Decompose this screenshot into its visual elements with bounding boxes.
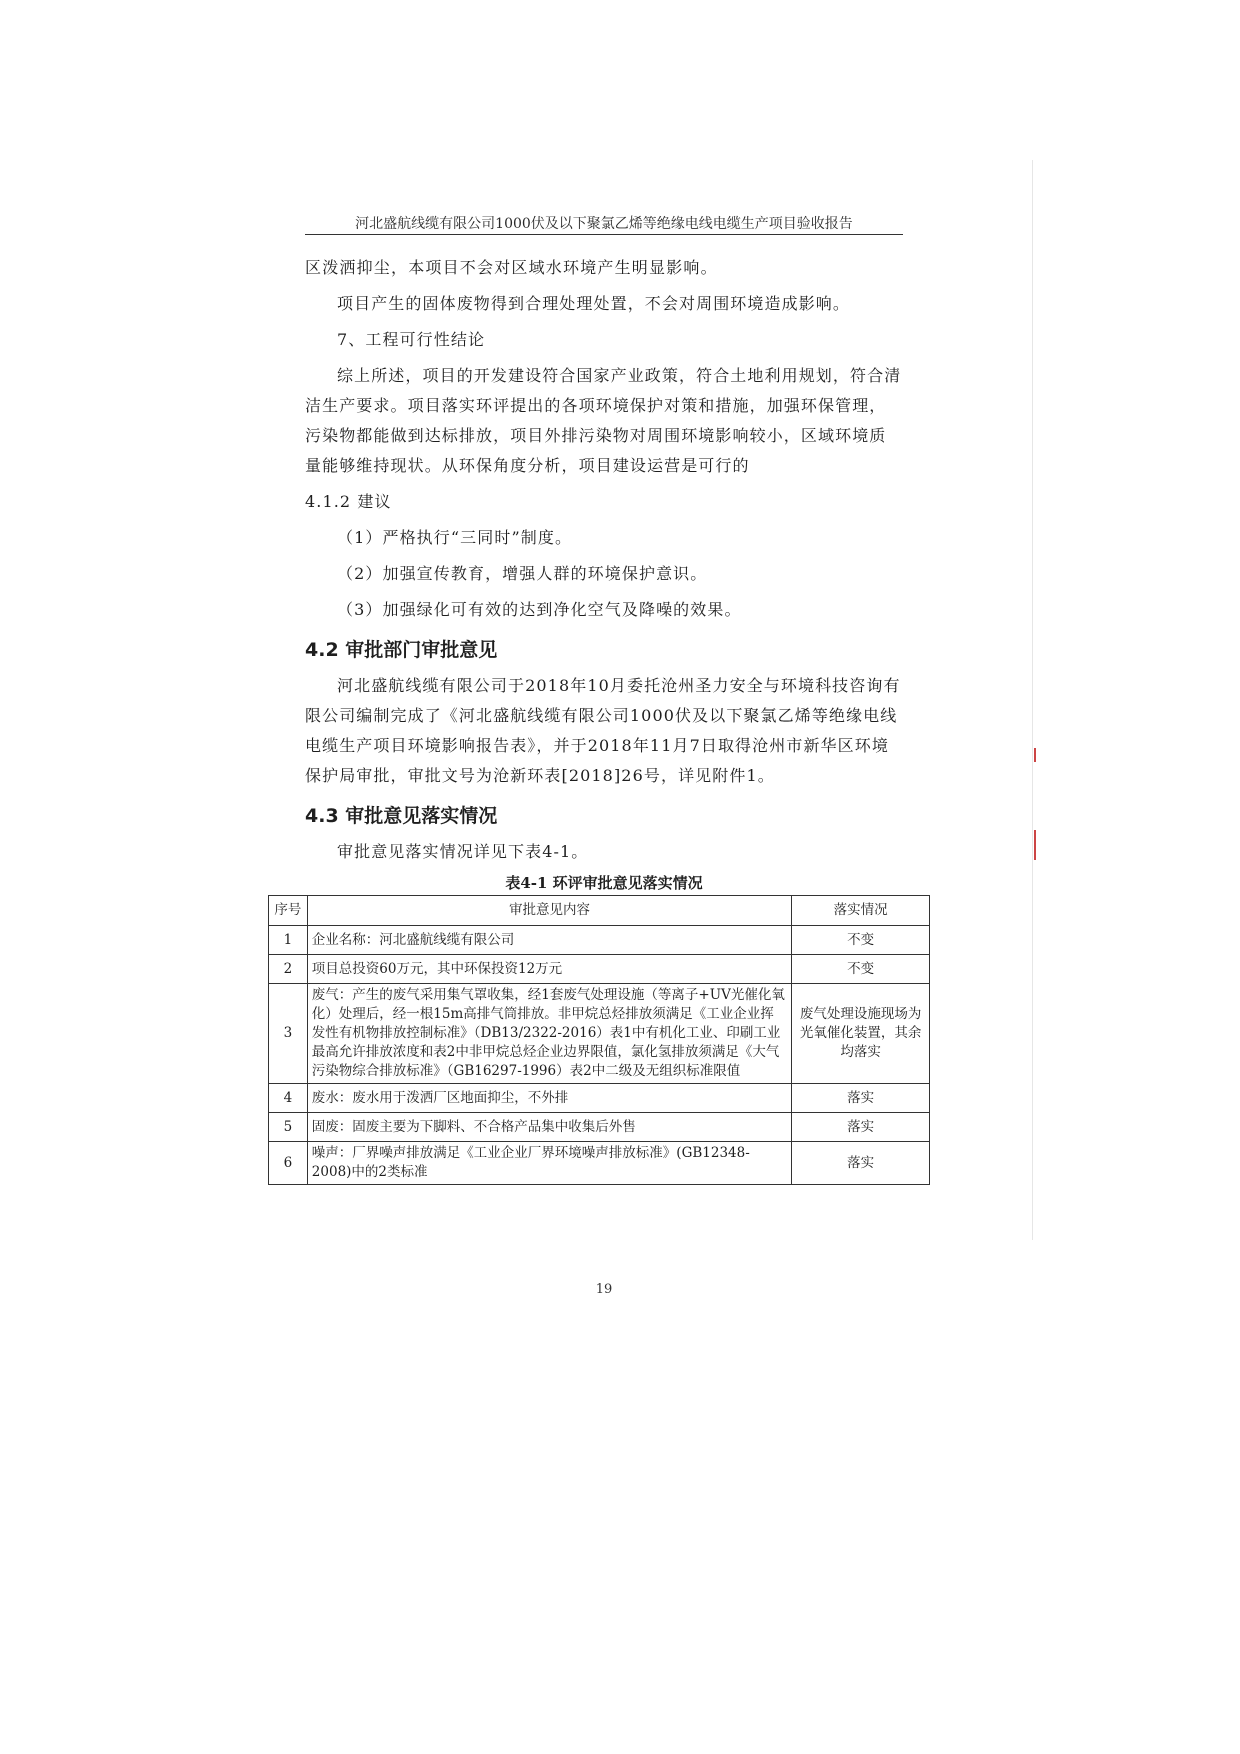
paragraph: 项目产生的固体废物得到合理处理处置，不会对周围环境造成影响。 xyxy=(337,294,851,313)
scan-edge-line xyxy=(1032,160,1033,1240)
row-number: 5 xyxy=(269,1113,308,1142)
table-row xyxy=(269,926,930,955)
row-content: 固废：固废主要为下脚料、不合格产品集中收集后外售 xyxy=(307,1113,791,1142)
scan-edge-mark xyxy=(1034,830,1036,860)
subsection-heading-412: 4.1.2 建议 xyxy=(305,492,392,511)
table-row xyxy=(269,1142,930,1185)
paragraph: 综上所述，项目的开发建设符合国家产业政策，符合土地利用规划，符合清洁生产要求。项目落实环评提出的各项环境保护对策和措施，加强环保管理，污染物都能做到达标排放，项目外排污染物对周围环境影响较小，区域环境质量能够维持现状。从环保角度分析，项目建设运营是可行的 xyxy=(305,366,902,475)
table-row xyxy=(269,955,930,984)
row-number: 4 xyxy=(269,1084,308,1113)
row-content: 企业名称：河北盛航线缆有限公司 xyxy=(307,926,791,955)
row-status: 不变 xyxy=(792,955,930,984)
row-number: 3 xyxy=(269,984,308,1084)
section-heading-42: 4.2 审批部门审批意见 xyxy=(305,639,498,661)
paragraph: 河北盛航线缆有限公司于2018年10月委托沧州圣力安全与环境科技咨询有限公司编制完成了《河北盛航线缆有限公司1000伏及以下聚氯乙烯等绝缘电线电缆生产项目环境影响报告表》，并于2018年11月7日取得沧州市新华区环境保护局审批，审批文号为沧新环表[2018]26号，详见附件1。 xyxy=(305,676,901,785)
scan-edge-mark xyxy=(1034,748,1036,762)
row-number: 2 xyxy=(269,955,308,984)
column-header: 序号 xyxy=(269,896,308,926)
page-header: 河北盛航线缆有限公司1000伏及以下聚氯乙烯等绝缘电线电缆生产项目验收报告 xyxy=(355,216,853,232)
document-body xyxy=(274,253,922,1185)
row-content: 噪声：厂界噪声排放满足《工业企业厂界环境噪声排放标准》(GB12348-2008)中的2类标准 xyxy=(307,1142,791,1185)
paragraph: 审批意见落实情况详见下表4-1。 xyxy=(337,842,589,861)
row-status: 落实 xyxy=(792,1142,930,1185)
paragraph: 区泼洒抑尘，本项目不会对区域水环境产生明显影响。 xyxy=(305,258,718,277)
row-content: 项目总投资60万元，其中环保投资12万元 xyxy=(307,955,791,984)
table-caption: 表4-1 环评审批意见落实情况 xyxy=(505,874,703,892)
header-rule xyxy=(305,234,903,235)
row-number: 6 xyxy=(269,1142,308,1185)
row-content: 废水：废水用于泼洒厂区地面抑尘，不外排 xyxy=(307,1084,791,1113)
table-row xyxy=(269,1084,930,1113)
table-row xyxy=(269,984,930,1084)
recommendation-item: （2）加强宣传教育，增强人群的环境保护意识。 xyxy=(337,564,708,583)
row-status: 落实 xyxy=(792,1113,930,1142)
row-number: 1 xyxy=(269,926,308,955)
row-status: 废气处理设施现场为光氧催化装置，其余均落实 xyxy=(792,984,930,1084)
row-status: 落实 xyxy=(792,1084,930,1113)
table-row xyxy=(269,1113,930,1142)
column-header: 落实情况 xyxy=(792,896,930,926)
recommendation-item: （1）严格执行“三同时”制度。 xyxy=(337,528,573,547)
row-status: 不变 xyxy=(792,926,930,955)
paragraph-heading-7: 7、工程可行性结论 xyxy=(337,330,486,349)
page-number: 19 xyxy=(595,1282,613,1297)
approval-table xyxy=(268,895,930,1185)
row-content: 废气：产生的废气采用集气罩收集，经1套废气处理设施（等离子+UV光催化氧化）处理后，经一根15m高排气筒排放。非甲烷总烃排放须满足《工业企业挥发性有机物排放控制标准》（DB13/2322-2016）表1中有机化工业、印刷工业最高允许排放浓度和表2中非甲烷总烃企业边界限值，氯化氢排放须满足《大气污染物综合排放标准》（GB16297-1996）表2中二级及无组织标准限值 xyxy=(307,984,791,1084)
column-header: 审批意见内容 xyxy=(307,896,791,926)
section-heading-43: 4.3 审批意见落实情况 xyxy=(305,805,498,827)
table-header-row xyxy=(269,896,930,926)
recommendation-item: （3）加强绿化可有效的达到净化空气及降噪的效果。 xyxy=(337,600,742,619)
table-container xyxy=(268,895,930,1185)
